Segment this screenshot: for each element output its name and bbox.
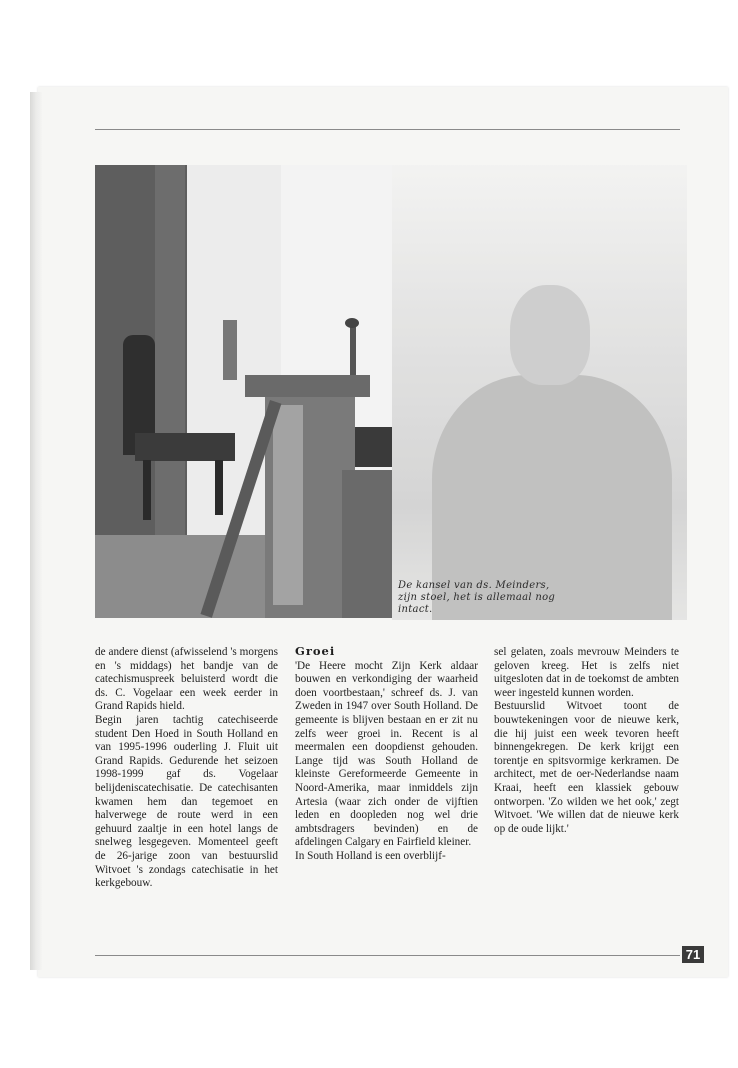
photo-arch — [155, 165, 185, 545]
photo-pulpit-highlight — [273, 405, 303, 605]
photo-lamp — [350, 325, 356, 375]
photo-chair-seat — [135, 433, 235, 461]
text-column-1 — [95, 646, 278, 891]
bottom-rule — [95, 955, 680, 956]
background-portrait-image — [392, 165, 687, 620]
paragraph: Bestuurslid Witvoet toont de bouwtekeningen voor de nieuwe kerk, die hij juist een week tevoren heeft binnengekregen. De kerk krijgt een torentje en spitsvormige kerkramen. De architect, met de oer-Nederlandse naam Kraai, heeft een klassiek gebouw ontworpen. 'Zo wilden we het ook,' zegt Witvoet. 'We willen dat de nieuwe kerk op de oude lijkt.' — [494, 700, 679, 835]
photo-desk — [342, 470, 392, 618]
photo-lamp-head — [345, 318, 359, 328]
paragraph: In South Holland is een overblijf- — [295, 849, 446, 862]
page-spine — [30, 92, 42, 970]
paragraph: sel gelaten, zoals mevrouw Meinders te geloven kreeg. Het is zelfs niet uitgesloten dat in de toekomst de ambten weer ingesteld kunnen worden. — [494, 646, 679, 699]
photo-pulpit-top — [245, 375, 370, 397]
paragraph: de andere dienst (afwisselend 's morgens en 's middags) het bandje van de catechismuspreek beluisterd wordt die ds. C. Vogelaar een week eerder in Grand Rapids hield. — [95, 646, 278, 713]
text-column-2 — [295, 645, 478, 864]
photo-chair-leg — [215, 460, 223, 515]
photo-hymn-board — [223, 320, 237, 380]
text-column-3 — [494, 646, 679, 836]
portrait-head — [510, 285, 590, 385]
section-heading: Groei — [295, 644, 336, 658]
top-rule — [95, 129, 680, 130]
pulpit-photo — [95, 165, 392, 618]
page-number: 71 — [682, 946, 704, 963]
paragraph: Begin jaren tachtig catechiseerde student Den Hoed in South Holland en van 1995-1996 ouderling J. Fluit uit Grand Rapids. Gedurende het seizoen 1998-1999 gaf ds. Vogelaar belijdeniscatechisatie. De catechisanten kwamen hem dan tegemoet en halverwege de route werd in een gehuurd zaaltje in een hotel langs de snelweg lesgegeven. Momenteel geeft de 26-jarige zoon van bestuurslid Witvoet 's zondags catechisatie in het kerkgebouw. — [95, 713, 278, 890]
photo-chair-leg — [143, 460, 151, 520]
paragraph: 'De Heere mocht Zijn Kerk aldaar bouwen en verkondiging der waarheid doen voortbestaan,' schreef ds. J. van Zweden in 1947 over South Holland. De gemeente is blijven bestaan en er zit nu zelfs weer groei in. Recent is al meermalen een doopdienst gehouden. Lange tijd was South Holland de kleinste Gereformeerde Gemeente in Noord-Amerika, maar inmiddels zijn Artesia (waar zich onder de vijftien leden en doopleden nog wel drie ambtsdragers bevinden) en de afdelingen Calgary en Fairfield kleiner. — [295, 659, 478, 849]
photo-caption: De kansel van ds. Meinders, zijn stoel, het is allemaal nog intact. — [398, 580, 556, 615]
